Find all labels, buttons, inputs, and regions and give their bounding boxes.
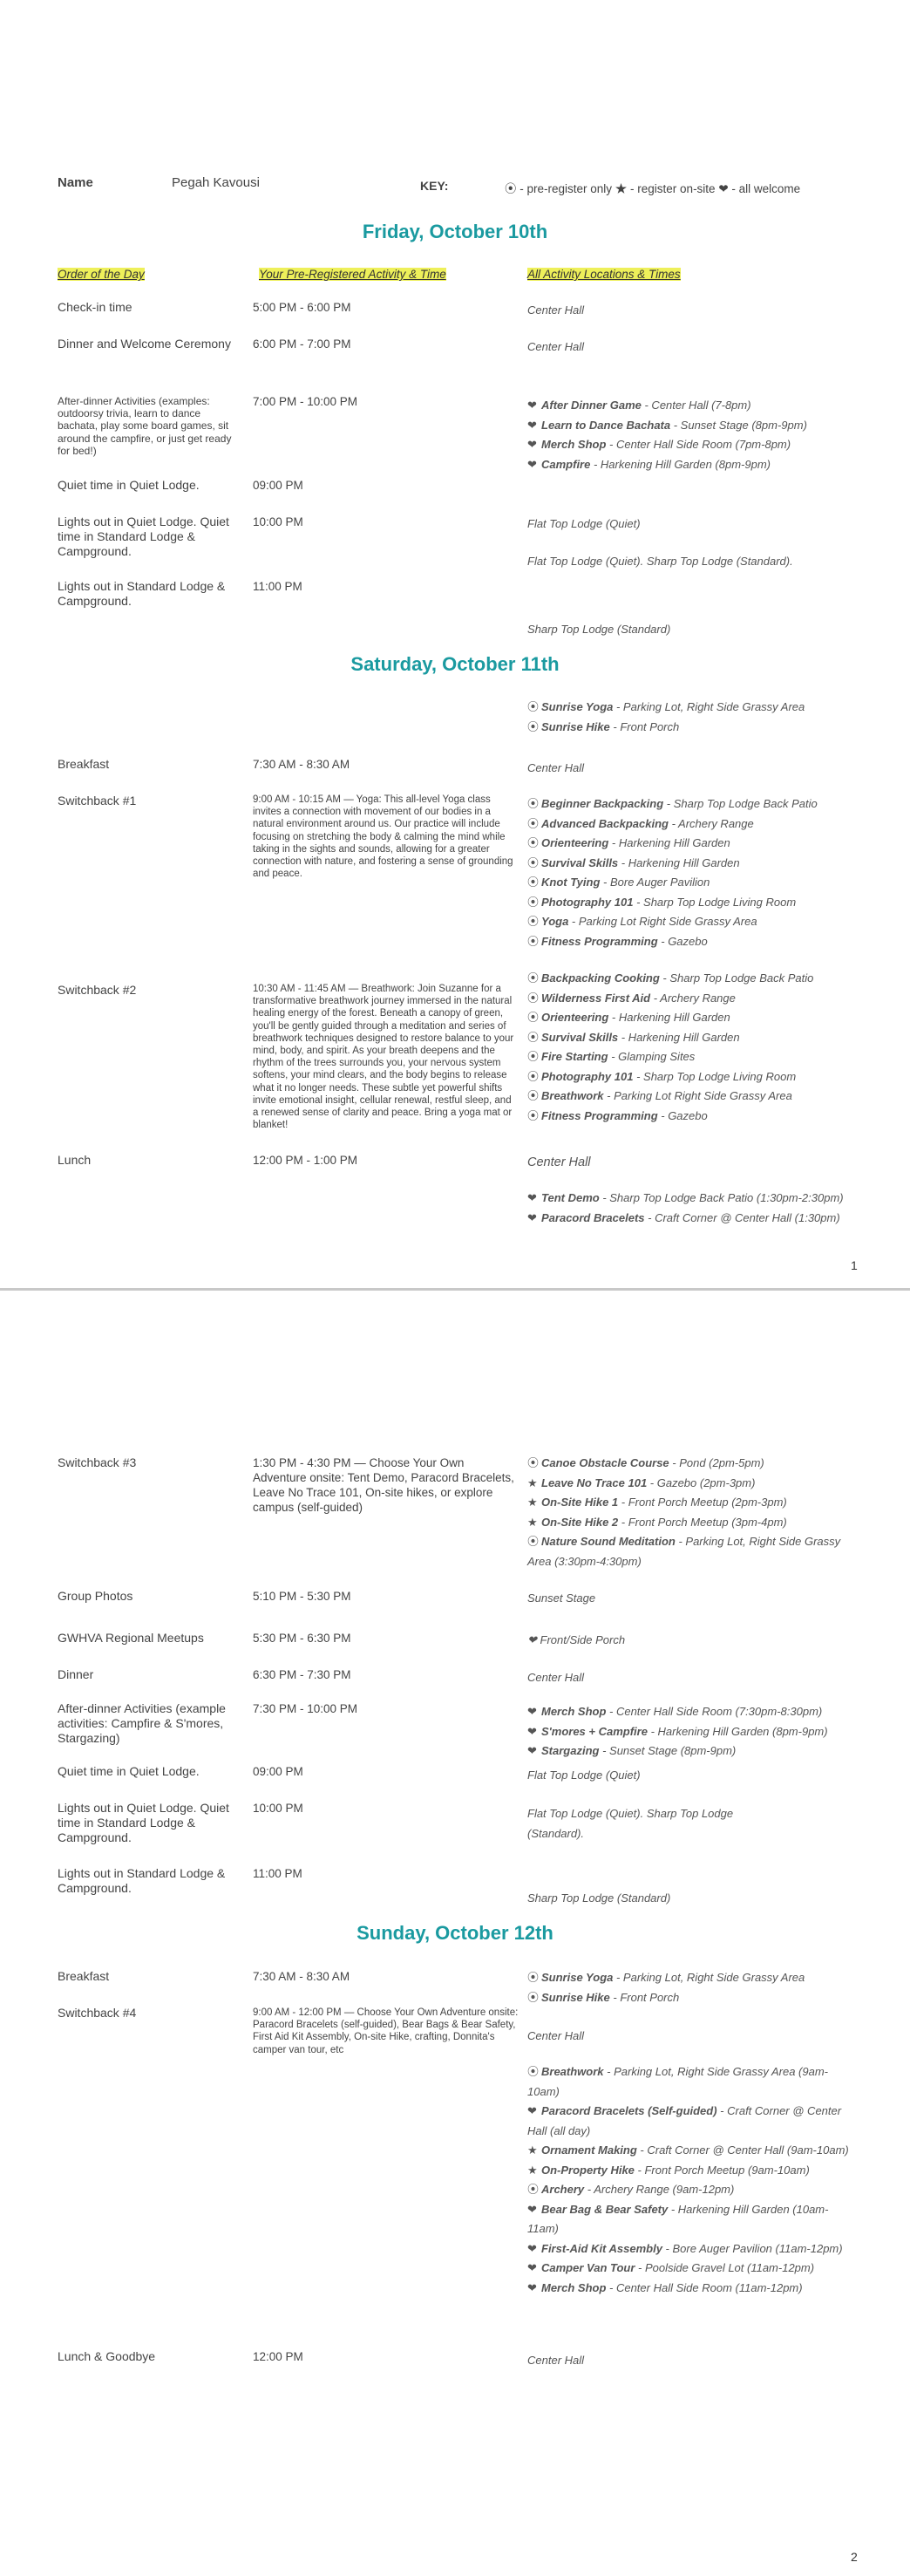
activity-item: ❤ Tent Demo - Sharp Top Lodge Back Patio (1:30pm-2:30pm) [527, 1189, 859, 1209]
activity-item: ❤ S'mores + Campfire - Harkening Hill Garden (8pm-9pm) [527, 1722, 893, 1742]
activity-item: ⦿ Survival Skills - Harkening Hill Garden [527, 854, 893, 874]
row-label: Lights out in Standard Lodge & Campground. [58, 579, 226, 608]
row-label: Lunch [58, 1153, 92, 1167]
row-time: 6:30 PM - 7:30 PM [253, 1668, 351, 1681]
heart-icon: ❤ [527, 1705, 537, 1718]
star-icon: ★ [527, 1475, 538, 1489]
row-location: Sunset Stage [527, 1591, 596, 1605]
row-location: ❤ Front/Side Porch [527, 1633, 626, 1646]
row-description: 9:00 AM - 12:00 PM — Choose Your Own Adventure onsite: Paracord Bracelets (self-guided), Bear Bags & Bear Safety, First Aid Kit Assembly, On-site Hike, crafting, Donnita's camper van tour, etc [253, 2007, 519, 2055]
activity-item: ❤ Paracord Bracelets (Self-guided) - Craft Corner @ Center Hall (all day) [527, 2102, 854, 2141]
row-time: 10:00 PM [253, 515, 303, 528]
activity-item: ❤ Bear Bag & Bear Safety - Harkening Hill Garden (10am-11am) [527, 2200, 854, 2239]
pre-register-icon: ⦿ [527, 2065, 540, 2078]
activity-item: ⦿ Fire Starting - Glamping Sites [527, 1047, 893, 1067]
activity-item: ⦿ Sunrise Yoga - Parking Lot, Right Side Grassy Area [527, 698, 893, 718]
activity-item: ⦿ Photography 101 - Sharp Top Lodge Living Room [527, 893, 893, 913]
activity-item: ★ On-Site Hike 2 - Front Porch Meetup (3pm-4pm) [527, 1513, 854, 1533]
row-time: 5:30 PM - 6:30 PM [253, 1632, 351, 1645]
activity-item: ❤ Stargazing - Sunset Stage (8pm-9pm) [527, 1741, 893, 1762]
activity-item: ⦿ Breathwork - Parking Lot Right Side Grassy Area [527, 1087, 893, 1107]
row-time: 7:30 AM - 8:30 AM [253, 1970, 350, 1983]
row-time: 7:30 PM - 10:00 PM [253, 1702, 358, 1715]
row-label: Lights out in Quiet Lodge. Quiet time in Standard Lodge & Campground. [58, 515, 229, 558]
row-time: 6:00 PM - 7:00 PM [253, 337, 351, 351]
row-label: Switchback #4 [58, 2006, 137, 2020]
pre-register-icon: ⦿ [527, 719, 540, 733]
activity-item: ⦿ Knot Tying - Bore Auger Pavilion [527, 873, 893, 893]
name-label: Name [58, 175, 93, 190]
row-location: Flat Top Lodge (Quiet). Sharp Top Lodge (Standard). [527, 1807, 734, 1840]
activity-item: ❤ First-Aid Kit Assembly - Bore Auger Pavilion (11am-12pm) [527, 2239, 854, 2259]
activity-item: ★ Ornament Making - Craft Corner @ Center Hall (9am-10am) [527, 2141, 854, 2161]
activity-list [527, 698, 893, 737]
day-title-sunday: Sunday, October 12th [357, 1922, 553, 1944]
activity-list [527, 1454, 854, 1571]
row-location: Flat Top Lodge (Quiet) [527, 1768, 641, 1782]
activity-item: ⦿ Fitness Programming - Gazebo [527, 1107, 893, 1127]
day-title-saturday: Saturday, October 11th [350, 653, 560, 675]
pre-register-icon: ⦿ [527, 1535, 540, 1548]
row-location: Flat Top Lodge (Quiet). Sharp Top Lodge (Standard). [527, 555, 793, 568]
star-icon: ★ [527, 1515, 538, 1529]
activity-item: ⦿ Fitness Programming - Gazebo [527, 932, 893, 952]
heart-icon: ❤ [527, 418, 537, 432]
row-label: Dinner [58, 1667, 94, 1681]
row-label: Lights out in Quiet Lodge. Quiet time in Standard Lodge & Campground. [58, 1801, 229, 1844]
row-time: 09:00 PM [253, 1765, 303, 1778]
heart-icon: ❤ [527, 457, 537, 471]
row-time: 12:00 PM - 1:00 PM [253, 1154, 358, 1167]
pre-register-icon: ⦿ [527, 991, 540, 1005]
activity-item: ⦿ Beginner Backpacking - Sharp Top Lodge Back Patio [527, 794, 893, 814]
pre-register-icon: ⦿ [527, 836, 540, 849]
column-header-locations: All Activity Locations & Times [527, 268, 681, 281]
activity-item: ⦿ Breathwork - Parking Lot, Right Side Grassy Area (9am-10am) [527, 2062, 854, 2102]
activity-item: ❤ Merch Shop - Center Hall Side Room (7pm-8pm) [527, 435, 893, 455]
pre-register-icon: ⦿ [527, 895, 540, 909]
activity-item: ⦿ Backpacking Cooking - Sharp Top Lodge Back Patio [527, 969, 893, 989]
row-label: Quiet time in Quiet Lodge. [58, 1764, 200, 1778]
pre-register-icon: ⦿ [527, 971, 540, 985]
row-location: Flat Top Lodge (Quiet) [527, 517, 641, 530]
row-time: 7:30 AM - 8:30 AM [253, 758, 350, 771]
pre-register-icon: ⦿ [527, 1990, 540, 2004]
activity-item: ⦿ Wilderness First Aid - Archery Range [527, 989, 893, 1009]
pre-register-icon: ⦿ [527, 816, 540, 830]
heart-icon: ❤ [527, 438, 537, 451]
pre-register-icon: ⦿ [527, 1456, 540, 1469]
activity-item: ⦿ Sunrise Hike - Front Porch [527, 1988, 893, 2008]
row-label: Check-in time [58, 300, 132, 314]
star-icon: ★ [527, 2163, 538, 2177]
heart-icon: ❤ [527, 2261, 537, 2274]
row-label: Breakfast [58, 1969, 110, 1983]
activity-item: ❤ Camper Van Tour - Poolside Gravel Lot (11am-12pm) [527, 2259, 854, 2279]
activity-item: ❤ After Dinner Game - Center Hall (7-8pm) [527, 396, 893, 416]
star-icon: ★ [527, 1496, 538, 1509]
pre-register-icon: ⦿ [527, 1089, 540, 1102]
activity-list [527, 969, 893, 1126]
row-label: Breakfast [58, 757, 110, 771]
heart-icon: ❤ [527, 399, 537, 412]
row-description: 9:00 AM - 10:15 AM — Yoga: This all-level Yoga class invites a connection with movement of our bodies in a natural environment around us. Our practice will include focusing on stretching the body & calming the mind while taking in the sights and sounds, allowing for a greater connection with nature, and fostering a sense of grounding and peace. [253, 794, 513, 880]
heart-icon: ❤ [527, 1191, 537, 1204]
activity-item: ❤ Campfire - Harkening Hill Garden (8pm-9pm) [527, 455, 893, 475]
pre-register-icon: ⦿ [527, 1030, 540, 1044]
row-time: 12:00 PM [253, 2350, 303, 2363]
row-location: Center Hall [527, 303, 585, 317]
pre-register-icon: ⦿ [527, 1011, 540, 1024]
row-label: Switchback #3 [58, 1455, 137, 1469]
page-number: 1 [851, 1258, 858, 1272]
activity-item: ⦿ Advanced Backpacking - Archery Range [527, 814, 893, 835]
row-label: Switchback #2 [58, 983, 137, 997]
activity-item: ❤ Learn to Dance Bachata - Sunset Stage (8pm-9pm) [527, 416, 893, 436]
page-2 [0, 1291, 910, 2576]
activity-item: ★ Leave No Trace 101 - Gazebo (2pm-3pm) [527, 1474, 854, 1494]
heart-icon: ❤ [527, 2104, 537, 2117]
pre-register-icon: ⦿ [527, 934, 540, 948]
row-label: Group Photos [58, 1589, 133, 1603]
heart-icon: ❤ [527, 2202, 537, 2216]
pre-register-icon: ⦿ [527, 1050, 540, 1063]
row-label: Switchback #1 [58, 794, 137, 808]
row-location: Center Hall [527, 1155, 591, 1169]
pre-register-icon: ⦿ [527, 876, 540, 889]
row-time: 5:10 PM - 5:30 PM [253, 1590, 351, 1603]
row-location: Center Hall [527, 2354, 585, 2367]
day-title-friday: Friday, October 10th [362, 221, 548, 242]
activity-item: ⦿ Sunrise Yoga - Parking Lot, Right Side Grassy Area [527, 1968, 893, 1988]
row-label: After-dinner Activities (examples: outdoorsy trivia, learn to dance bachata, play some board games, sit around the campfire, or just get ready for bed!) [58, 395, 232, 457]
row-time: 11:00 PM [253, 580, 302, 593]
pre-register-icon: ⦿ [527, 855, 540, 869]
activity-list [527, 794, 893, 951]
activity-list [527, 1189, 859, 1228]
activity-item: ⦿ Sunrise Hike - Front Porch [527, 718, 893, 738]
pre-register-icon: ⦿ [527, 915, 540, 928]
row-label: Lunch & Goodbye [58, 2349, 156, 2363]
pre-register-icon: ⦿ [527, 1069, 540, 1083]
column-header-order: Order of the Day [58, 268, 145, 281]
key-label: KEY: [420, 179, 449, 193]
activity-item: ❤ Paracord Bracelets - Craft Corner @ Center Hall (1:30pm) [527, 1209, 859, 1229]
column-header-registered: Your Pre-Registered Activity & Time [259, 268, 446, 281]
row-time: 09:00 PM [253, 479, 303, 492]
activity-item: ⦿ Yoga - Parking Lot Right Side Grassy Area [527, 912, 893, 932]
activity-list [527, 1702, 893, 1762]
pre-register-icon: ⦿ [527, 2183, 540, 2196]
row-location: Center Hall [527, 1671, 585, 1684]
row-label: Quiet time in Quiet Lodge. [58, 478, 200, 492]
pre-register-icon: ⦿ [527, 1971, 540, 1984]
heart-icon: ❤ [527, 2280, 537, 2294]
pre-register-icon: ⦿ [527, 797, 540, 810]
pre-register-icon: ⦿ [527, 1108, 540, 1122]
star-icon: ★ [527, 2143, 538, 2157]
heart-icon: ❤ [527, 1210, 537, 1224]
activity-item: ★ On-Site Hike 1 - Front Porch Meetup (2pm-3pm) [527, 1493, 854, 1513]
activity-item: ⦿ Nature Sound Meditation - Parking Lot, Right Side Grassy Area (3:30pm-4:30pm) [527, 1532, 854, 1571]
activity-list [527, 2062, 854, 2298]
activity-item: ⦿ Canoe Obstacle Course - Pond (2pm-5pm) [527, 1454, 854, 1474]
row-location: Center Hall [527, 340, 585, 353]
activity-list [527, 1968, 893, 2007]
pre-register-icon: ⦿ [527, 700, 540, 713]
activity-item: ❤ Merch Shop - Center Hall Side Room (7:30pm-8:30pm) [527, 1702, 893, 1722]
activity-list [527, 396, 893, 474]
heart-icon: ❤ [527, 1724, 537, 1738]
row-label: Lights out in Standard Lodge & Campground. [58, 1866, 226, 1895]
row-label: Dinner and Welcome Ceremony [58, 337, 231, 351]
row-description: 1:30 PM - 4:30 PM — Choose Your Own Adventure onsite: Tent Demo, Paracord Bracelets, Leave No Trace 101, On-site hikes, or explore campus (self-guided) [253, 1456, 514, 1514]
activity-item: ★ On-Property Hike - Front Porch Meetup (9am-10am) [527, 2161, 854, 2181]
activity-item: ❤ Merch Shop - Center Hall Side Room (11am-12pm) [527, 2279, 854, 2299]
row-label: GWHVA Regional Meetups [58, 1631, 204, 1645]
key-legend: ⦿ - pre-register only ★ - register on-site ❤ - all welcome [505, 182, 801, 195]
activity-item: ⦿ Orienteering - Harkening Hill Garden [527, 1008, 893, 1028]
row-time: 11:00 PM [253, 1867, 302, 1880]
row-time: 10:00 PM [253, 1802, 303, 1815]
heart-icon: ❤ [527, 2241, 537, 2255]
name-value: Pegah Kavousi [172, 175, 260, 190]
page-number: 2 [851, 2550, 858, 2564]
activity-item: ⦿ Orienteering - Harkening Hill Garden [527, 834, 893, 854]
row-location: Center Hall [527, 761, 585, 774]
row-location: Sharp Top Lodge (Standard) [527, 623, 671, 636]
row-description: 10:30 AM - 11:45 AM — Breathwork: Join Suzanne for a transformative breathwork journey immersed in the natural healing energy of the forest. Beneath a canopy of green, you'll be gently guided through a meditation and series of breathwork techniques designed to restore balance to your mind, body, and spirit. As your breath deepens and the rhythm of the trees surrounds you, your nervous system softens, your mind clears, and the body begins to release what it no longer needs. These subtle yet powerful shifts invite emotional insight, cellular renewal, restful sleep, and a renewed sense of clarity and peace. Bring a yoga mat or blanket! [253, 984, 514, 1131]
activity-item: ⦿ Archery - Archery Range (9am-12pm) [527, 2180, 854, 2200]
row-time: 7:00 PM - 10:00 PM [253, 395, 358, 408]
row-location: Center Hall [527, 2029, 585, 2042]
row-label: After-dinner Activities (example activities: Campfire & S'mores, Stargazing) [58, 1701, 226, 1745]
row-time: 5:00 PM - 6:00 PM [253, 301, 351, 314]
activity-item: ⦿ Survival Skills - Harkening Hill Garden [527, 1028, 893, 1048]
row-location: Sharp Top Lodge (Standard) [527, 1891, 671, 1905]
heart-icon: ❤ [527, 1744, 537, 1757]
activity-item: ⦿ Photography 101 - Sharp Top Lodge Living Room [527, 1067, 893, 1087]
